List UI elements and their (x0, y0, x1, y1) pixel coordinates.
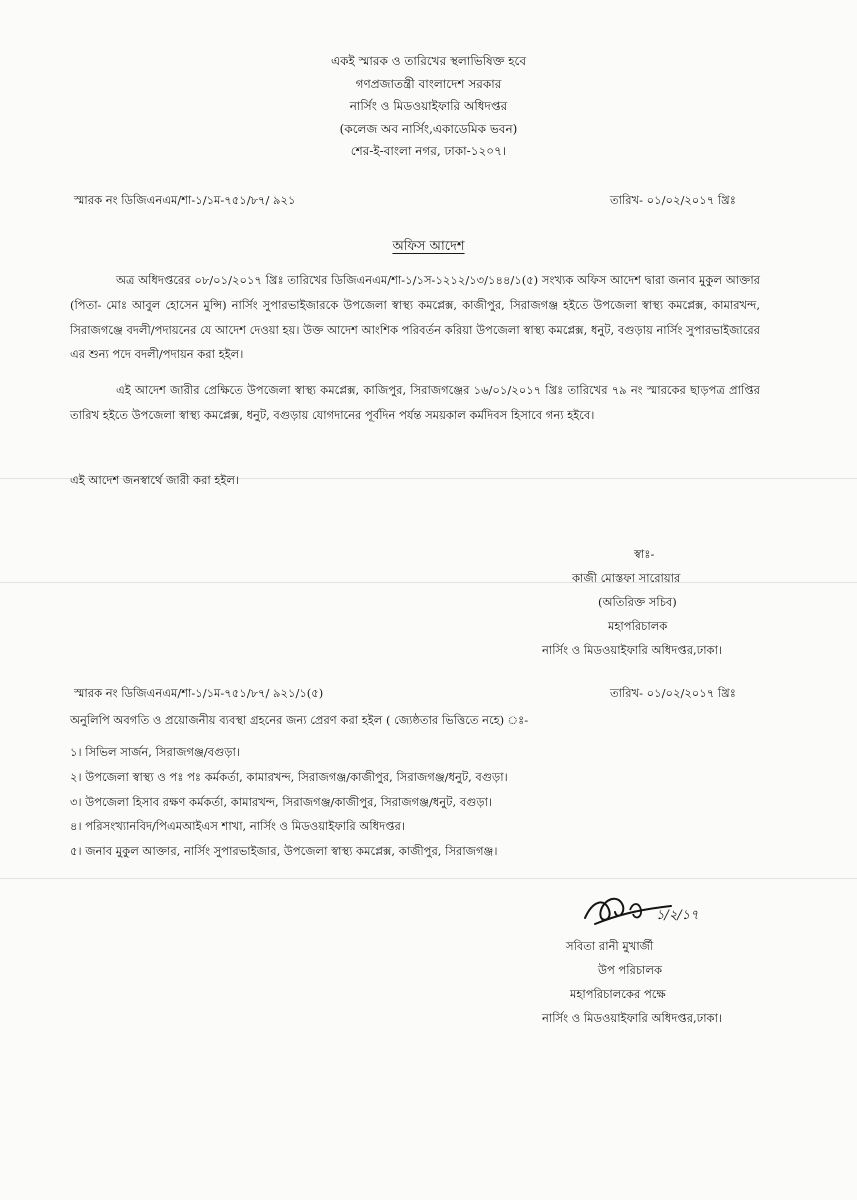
office-address: শের-ই-বাংলা নগর, ঢাকা-১২০৭। (350, 144, 507, 158)
deputy-director-designation: উপ পরিচালক (598, 963, 662, 977)
signatory-designation: মহাপরিচালক (608, 619, 668, 633)
list-item: ২। উপজেলা স্বাস্থ্য ও পঃ পঃ কর্মকর্তা, কামারখন্দ, সিরাজগঞ্জ/কাজীপুর, সিরাজগঞ্জ/ধনুট, বগুড়া। (70, 769, 508, 784)
list-item: ৪। পরিসংখ্যানবিদ/পিএমআইএস শাখা, নার্সিং ও মিডওয়াইফারি অধিদপ্তর। (70, 819, 405, 834)
memo-date: তারিখ- ০১/০২/২০১৭ খ্রিঃ (610, 193, 736, 207)
building-name: (কলেজ অব নার্সিং,একাডেমিক ভবন) (339, 121, 518, 136)
supersede-note: একই স্মারক ও তারিখের স্থলাভিষিক্ত হবে (330, 54, 527, 68)
order-paragraph-3: এই আদেশ জনস্বার্থে জারী করা হইল। (70, 473, 240, 487)
office-header (0, 50, 857, 163)
signed-mark: স্বাঃ- (634, 547, 655, 561)
list-item: ১। সিভিল সার্জন, সিরাজগঞ্জ/বগুড়া। (70, 745, 240, 759)
signatory-rank: (অতিরিক্ত সচিব) (598, 595, 677, 609)
order-paragraph-2: এই আদেশ জারীর প্রেক্ষিতে উপজেলা স্বাস্থ্য কমপ্লেক্স, কাজিপুর, সিরাজগঞ্জের ১৬/০১/২০১৭ খ্রিঃ তারিখের ৭৯ নং স্মারকের ছাড়পত্র প্রাপ্তির তারিখ হইতে উপজেলা স্বাস্থ্য কমপ্লেক্স, ধনুট, বগুড়ায় যোগদানের পূর্বদিন পর্যন্ত সময়কাল কর্মদিবস হিসাবে গন্য হইবে। (70, 383, 760, 422)
copy-memo-date: তারিখ- ০১/০২/২০১৭ খ্রিঃ (610, 686, 736, 700)
deputy-director-office: নার্সিং ও মিডওয়াইফারি অধিদপ্তর,ঢাকা। (542, 1011, 723, 1025)
handwritten-date: ১/২/১৭ (656, 908, 699, 923)
government-name: গণপ্রজাতন্ত্রী বাংলাদেশ সরকার (355, 76, 502, 91)
order-paragraph-1: অত্র অধিদপ্তরের ০৮/০১/২০১৭ খ্রিঃ তারিখের ডিজিএনএম/শা-১/১স-১২১২/১৩/১৪৪/১(৫) সংখ্যক অফিস আদেশ দ্বারা জনাব মুকুল আক্তার (পিতা- মোঃ আবুল হোসেন মুন্সি) নার্সিং সুপারভাইজারকে উপজেলা স্বাস্থ্য কমপ্লেক্স, কাজীপুর, সিরাজগঞ্জ হইতে উপজেলা স্বাস্থ্য কমপ্লেক্স, কামারখন্দ, সিরাজগঞ্জে বদলী/পদায়নের যে আদেশ দেওয়া হয়। উক্ত আদেশ আংশিক পরিবর্তন করিয়া উপজেলা স্বাস্থ্য কমপ্লেক্স, ধনুট, বগুড়ায় নার্সিং সুপারভাইজারের এর শুন্য পদে বদলী/পদায়ন করা হইল। (70, 273, 760, 362)
paper-fold-line (0, 582, 857, 583)
on-behalf-note: মহাপরিচালকের পক্ষে (570, 987, 666, 1001)
signatory-office: নার্সিং ও মিডওয়াইফারি অধিদপ্তর,ঢাকা। (542, 643, 723, 657)
paper-fold-line (0, 878, 857, 879)
copy-recipient-list (70, 740, 770, 864)
directorate-name: নার্সিং ও মিডওয়াইফারি অধিদপ্তর (349, 99, 508, 113)
office-order-heading: অফিস আদেশ (392, 239, 465, 254)
list-item: ৫। জনাব মুকুল আক্তার, নার্সিং সুপারভাইজার, উপজেলা স্বাস্থ্য কমপ্লেক্স, কাজীপুর, সিরাজগঞ্জ। (70, 844, 498, 859)
copy-memo-number: স্মারক নং ডিজিএনএম/শা-১/১ম-৭৫১/৮৭/ ৯২১/১(৫) (74, 686, 324, 700)
deputy-director-name: সবিতা রানী মুখার্জী (566, 939, 654, 953)
memo-number: স্মারক নং ডিজিএনএম/শা-১/১ম-৭৫১/৮৭/ ৯২১ (74, 193, 296, 207)
document-title (0, 237, 857, 258)
copy-intro: অনুলিপি অবগতি ও প্রয়োজনীয় ব্যবস্থা গ্রহনের জন্য প্রেরণ করা হইল ( জ্যেষ্ঠতার ভিত্তিতে নহে) ঃ- (70, 713, 529, 727)
signatory-name: কাজী মোস্তফা সারোয়ার (572, 571, 681, 585)
list-item: ৩। উপজেলা হিসাব রক্ষণ কর্মকর্তা, কামারখন্দ, সিরাজগঞ্জ/কাজীপুর, সিরাজগঞ্জ/ধনুট, বগুড়া। (70, 794, 493, 809)
